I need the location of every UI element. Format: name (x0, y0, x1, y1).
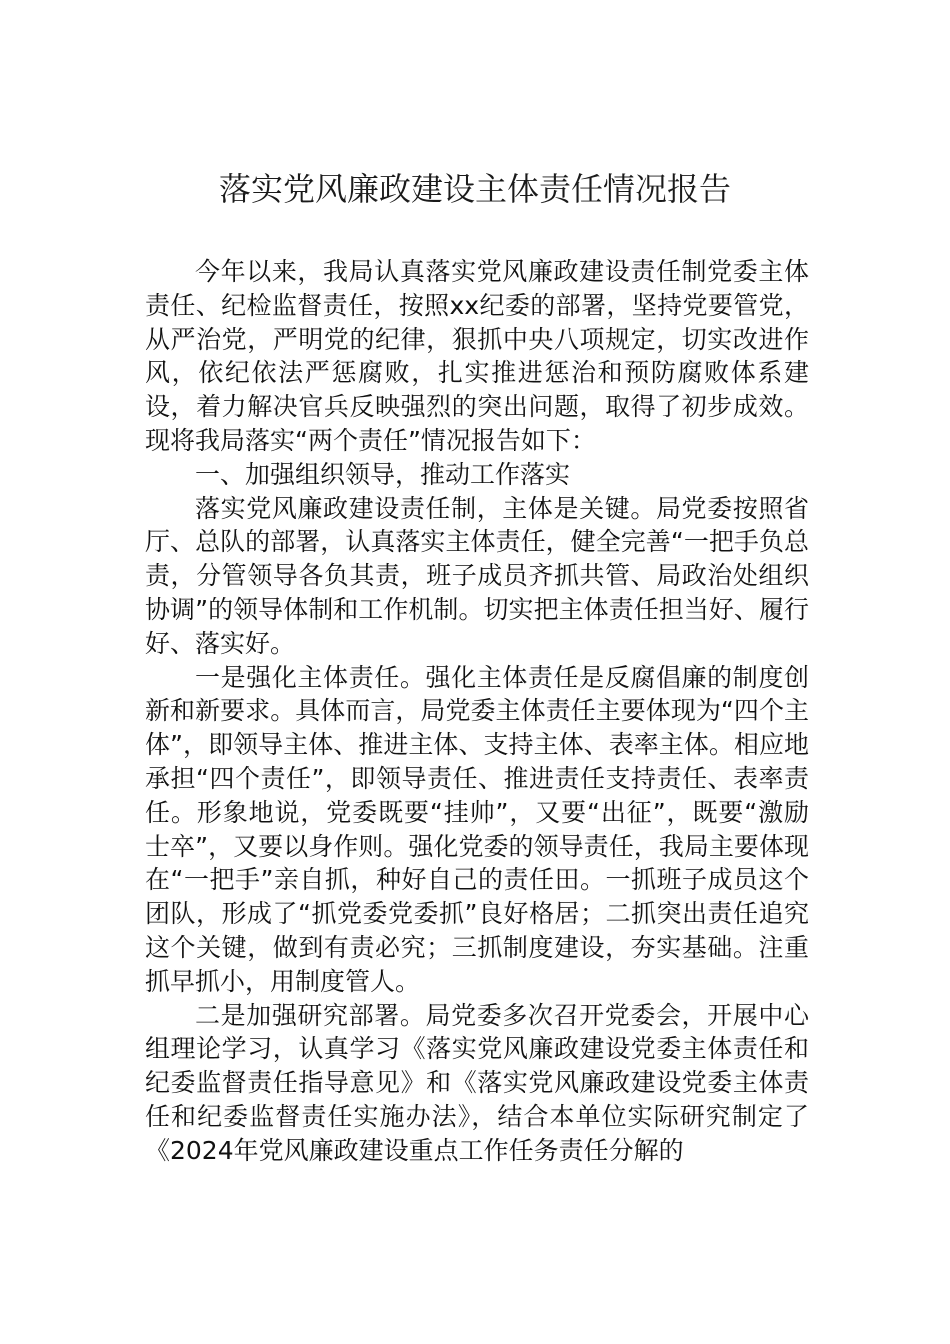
document-body (145, 255, 809, 1168)
paragraph-point-2: 二是加强研究部署。局党委多次召开党委会，开展中心组理论学习，认真学习《落实党风廉政建设党委主体责任和纪委监督责任指导意见》和《落实党风廉政建设党委主体责任和纪委监督责任实施办法》，结合本单位实际研究制定了《2024年党风廉政建设重点工作任务责任分解的 (145, 1000, 809, 1165)
section-heading-1: 一、加强组织领导，推动工作落实 (195, 459, 571, 489)
document-title: 落实党风廉政建设主体责任情况报告 (218, 170, 731, 208)
paragraph-section-1: 落实党风廉政建设责任制，主体是关键。局党委按照省厅、总队的部署，认真落实主体责任，健全完善“一把手负总责，分管领导各负其责，班子成员齐抓共管、局政治处组织协调”的领导体制和工作机制。切实把主体责任担当好、履行好、落实好。 (145, 493, 809, 658)
paragraph-intro: 今年以来，我局认真落实党风廉政建设责任制党委主体责任、纪检监督责任，按照xx纪委的部署，坚持党要管党，从严治党，严明党的纪律，狠抓中央八项规定，切实改进作风，依纪依法严惩腐败，扎实推进惩治和预防腐败体系建设，着力解决官兵反映强烈的突出问题，取得了初步成效。现将我局落实“两个责任”情况报告如下： (145, 257, 809, 455)
paragraph-point-1: 一是强化主体责任。强化主体责任是反腐倡廉的制度创新和新要求。具体而言，局党委主体责任主要体现为“四个主体”，即领导主体、推进主体、支持主体、表率主体。相应地承担“四个责任”，即领导责任、推进责任支持责任、表率责任。形象地说，党委既要“挂帅”，又要“出征”，既要“激励士卒”，又要以身作则。强化党委的领导责任，我局主要体现在“一把手”亲自抓，种好自己的责任田。一抓班子成员这个团队，形成了“抓党委党委抓”良好格居；二抓突出责任追究这个关键，做到有责必究；三抓制度建设，夯实基础。注重抓早抓小，用制度管人。 (145, 662, 809, 996)
